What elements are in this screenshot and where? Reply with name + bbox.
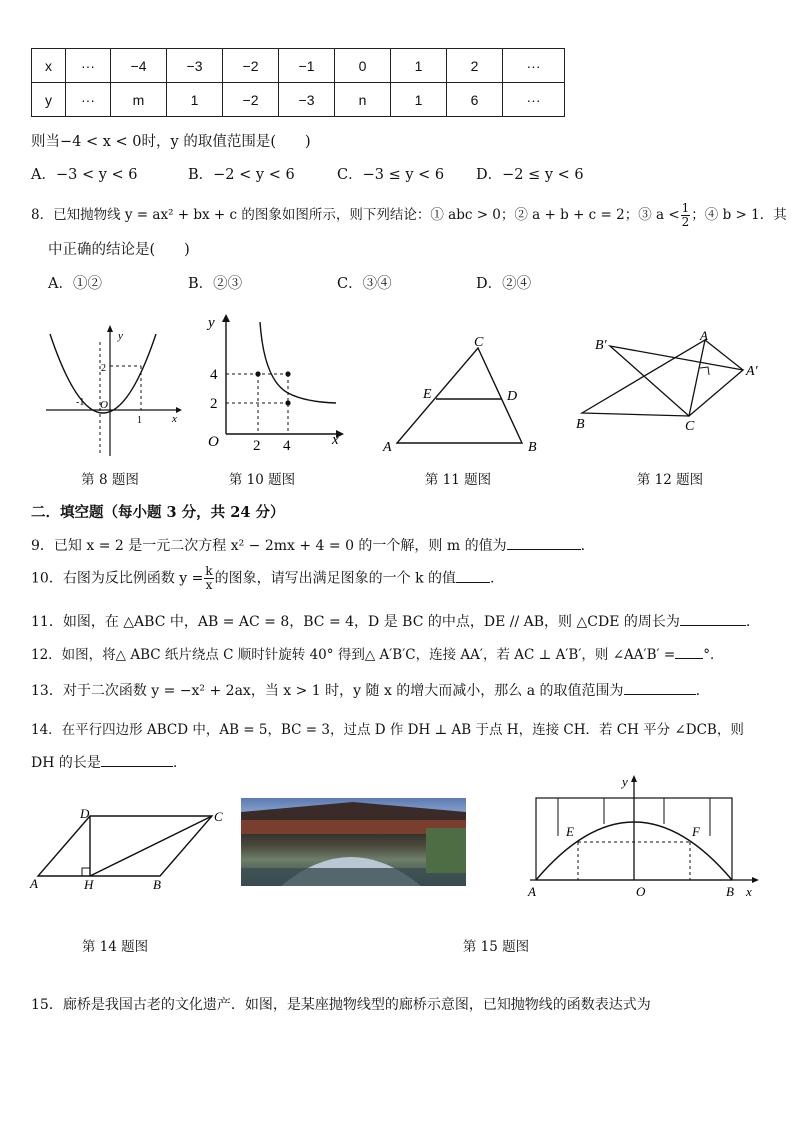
y-axis-arrow — [631, 775, 637, 782]
label-y: y — [118, 330, 123, 342]
q11-text: 11．如图，在 △ABC 中，AB = AC = 8，BC = 4，D 是 BC 的中点，DE // AB，则 △CDE 的周长为 — [31, 614, 680, 630]
label-a: A — [30, 876, 38, 891]
table-cell: n — [335, 83, 391, 117]
q12 — [31, 643, 723, 663]
table-cell: 2 — [447, 49, 503, 83]
table-cell: y — [32, 83, 66, 117]
q13-end: . — [695, 683, 701, 699]
table-cell: x — [32, 49, 66, 83]
q9 — [31, 535, 585, 555]
label-b: B — [528, 440, 537, 455]
label-bp: B′ — [595, 338, 607, 353]
table-cell: ··· — [66, 83, 111, 117]
trees — [426, 828, 466, 873]
figure-8-parabola — [38, 322, 183, 462]
answer-blank — [680, 613, 746, 626]
label-b: B — [153, 877, 161, 892]
label-a: A — [528, 884, 536, 899]
bridge-roof — [241, 802, 466, 820]
y-axis-arrow — [107, 325, 113, 332]
label-y: y — [208, 315, 215, 331]
q8-option-d: D．②④ — [476, 276, 532, 292]
fraction-numerator: 1 — [681, 201, 690, 215]
q7-option-d: D．−2 ≤ y < 6 — [476, 167, 584, 183]
table-cell: −2 — [223, 49, 279, 83]
q10-text-a: 10．右图为反比例函数 y = — [31, 570, 204, 587]
answer-blank — [624, 682, 696, 695]
table-cell: −3 — [167, 49, 223, 83]
table-cell: 1 — [391, 49, 447, 83]
label-x2: 2 — [253, 438, 261, 454]
right-angle-mark — [82, 868, 90, 876]
figure-10-caption: 第 10 题图 — [228, 472, 296, 488]
label-c: C — [474, 335, 484, 350]
table-cell: −1 — [279, 49, 335, 83]
q8-stem-line2: 中正确的结论是( ) — [48, 242, 190, 258]
label-y2: 2 — [210, 396, 218, 412]
table-cell: −4 — [111, 49, 167, 83]
label-e: E — [423, 387, 432, 402]
bridge-photo — [241, 798, 466, 886]
label-b: B — [576, 417, 585, 432]
q8-option-a: A．①② — [48, 276, 102, 292]
point — [285, 371, 290, 376]
answer-blank — [101, 754, 173, 767]
q10-end: . — [490, 570, 495, 587]
table-row-x — [32, 49, 565, 83]
label-d: D — [80, 806, 90, 821]
table-cell: 1 — [167, 83, 223, 117]
q8-stem-a: 8．已知抛物线 y = ax² + bx + c 的图象如图所示，则下列结论：① abc > 0；② a + b + c = 2；③ a < — [31, 207, 680, 223]
table-cell: ··· — [66, 49, 111, 83]
label-x: x — [746, 884, 752, 899]
figure-11-triangle — [378, 332, 548, 457]
point — [285, 400, 290, 405]
q8-stem — [31, 202, 787, 229]
label-x: x — [172, 413, 177, 425]
label-c: C — [214, 809, 223, 824]
q15: 15．廊桥是我国古老的文化遗产．如图，是某座抛物线型的廊桥示意图，已知抛物线的函数表达式为 — [31, 997, 651, 1013]
q7-stem: 则当−4 < x < 0时，y 的取值范围是( ) — [31, 134, 311, 150]
label-e: E — [566, 824, 574, 839]
table-cell: −2 — [223, 83, 279, 117]
figure-15-bridge-diagram — [518, 772, 763, 900]
q9-text: 9．已知 x = 2 是一元二次方程 x² − 2mx + 4 = 0 的一个解，则 m 的值为 — [31, 538, 507, 554]
fraction-denominator: 2 — [681, 215, 690, 229]
table-cell: 1 — [391, 83, 447, 117]
segment-ch — [90, 816, 212, 876]
right-angle-mark — [700, 367, 709, 375]
label-neg1: -1 — [76, 397, 85, 408]
q14-text: DH 的长是 — [31, 755, 101, 771]
table-cell: 6 — [447, 83, 503, 117]
label-ap: A′ — [746, 364, 758, 379]
figure-14-parallelogram — [28, 806, 228, 896]
parallelogram-abcd — [38, 816, 212, 876]
y-axis-arrow — [222, 314, 230, 322]
label-y: y — [622, 774, 628, 789]
table-cell: m — [111, 83, 167, 117]
figure-10-hyperbola — [200, 310, 350, 460]
fraction-numerator: k — [205, 564, 213, 578]
figure-12-rotation — [568, 330, 768, 440]
label-c: C — [685, 419, 695, 434]
q14-line2 — [31, 752, 177, 772]
answer-blank — [456, 570, 490, 583]
q8-option-c: C．③④ — [337, 276, 392, 292]
table-cell: −3 — [279, 83, 335, 117]
figure-11-caption: 第 11 题图 — [424, 472, 492, 488]
figure-8-caption: 第 8 题图 — [81, 472, 139, 488]
segment-aap — [705, 340, 743, 370]
label-b: B — [726, 884, 734, 899]
q7-option-a: A．−3 < y < 6 — [31, 167, 138, 183]
value-table — [31, 48, 565, 117]
q10-text-b: 的图象，请写出满足图象的一个 k 的值 — [214, 570, 457, 587]
label-x4: 4 — [283, 438, 291, 454]
q13-text: 13．对于二次函数 y = −x² + 2ax，当 x > 1 时，y 随 x 的增大而减小，那么 a 的取值范围为 — [31, 683, 624, 699]
label-o: O — [636, 884, 646, 899]
section-2-title: 二．填空题（每小题 3 分，共 24 分） — [31, 504, 285, 521]
q8-stem-b: ；④ b > 1．其 — [691, 207, 787, 223]
q7-option-b: B．−2 < y < 6 — [188, 167, 295, 183]
figure-15-caption: 第 15 题图 — [462, 939, 530, 955]
label-f: F — [692, 824, 700, 839]
answer-blank — [675, 646, 703, 659]
q10 — [31, 565, 494, 592]
table-cell: 0 — [335, 49, 391, 83]
table-cell: ··· — [503, 83, 565, 117]
q12-text: 12．如图，将△ ABC 纸片绕点 C 顺时针旋转 40° 得到△ A′B′C，连接 AA′，若 AC ⊥ A′B′，则 ∠AA′B′ = — [31, 647, 676, 663]
x-axis-arrow — [752, 877, 759, 883]
label-x: x — [332, 432, 339, 448]
label-a: A — [700, 330, 708, 343]
q13 — [31, 680, 700, 700]
bridge-photo-art — [241, 798, 466, 886]
point — [255, 371, 260, 376]
figure-14-caption: 第 14 题图 — [81, 939, 149, 955]
x-axis-arrow — [176, 407, 182, 413]
table-cell: ··· — [503, 49, 565, 83]
q14-line1: 14．在平行四边形 ABCD 中，AB = 5，BC = 3，过点 D 作 DH ⊥ AB 于点 H，连接 CH．若 CH 平分 ∠DCB，则 — [31, 722, 744, 738]
label-d: D — [507, 389, 518, 404]
label-a: A — [383, 440, 392, 455]
table-row-y — [32, 83, 565, 117]
hyperbola-curve — [260, 322, 336, 403]
label-y4: 4 — [210, 367, 218, 383]
answer-blank — [507, 537, 581, 550]
label-h: H — [84, 877, 94, 892]
q8-fraction — [681, 202, 691, 229]
q11 — [31, 611, 750, 631]
q7-option-c: C．−3 ≤ y < 6 — [337, 167, 445, 183]
q9-end: . — [580, 538, 586, 554]
q12-end: °． — [703, 647, 724, 663]
q14-end: . — [172, 755, 178, 771]
label-origin: O — [208, 434, 219, 450]
triangle-abc — [397, 348, 522, 443]
label-origin: O — [100, 399, 108, 411]
q11-end: . — [745, 614, 751, 630]
figure-12-caption: 第 12 题图 — [636, 472, 704, 488]
fraction-denominator: x — [205, 578, 213, 592]
q8-option-b: B．②③ — [188, 276, 243, 292]
q10-fraction — [204, 565, 213, 592]
label-1: 1 — [137, 415, 142, 426]
label-2: 2 — [101, 363, 106, 374]
